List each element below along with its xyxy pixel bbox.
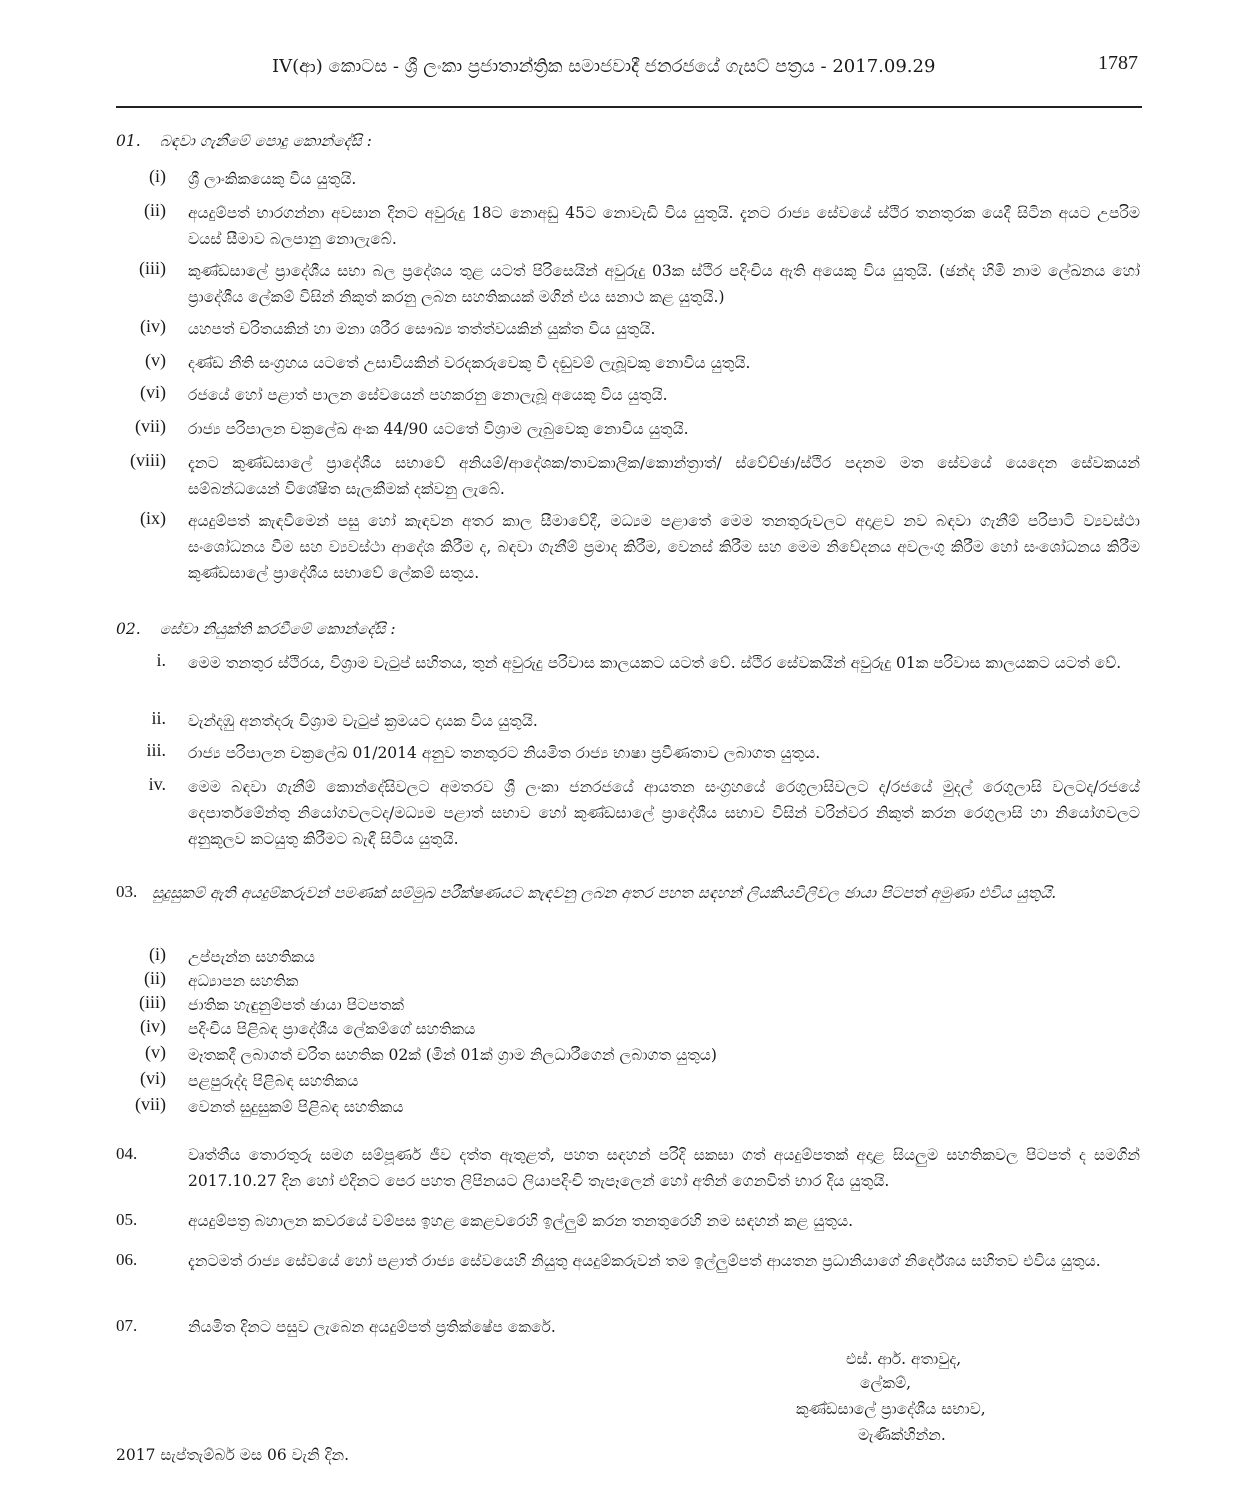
section-6-text: දැනටමත් රාජ්‍ය සේවයේ හෝ පළාත් රාජ්‍ය සේවයෙහි නියුතු අයදුම්කරුවන් තම ඉල්ලුම්පත් ආයතන ප්‍රධානියාගේ නිර්දේශය සහිතව එවිය යුතුය. bbox=[188, 1252, 1101, 1270]
list-item-number: (i) bbox=[149, 166, 166, 186]
list-item-text: රාජ්‍ය පරිපාලන චක්‍රලේඛ 01/2014 අනුව තනතුරට නියමිත රාජ්‍ය භාෂා ප්‍රවීණතාව ලබාගත යුතුය. bbox=[188, 744, 821, 762]
section-1-heading bbox=[116, 128, 372, 154]
signatory-location: මැණික්හින්න. bbox=[858, 1426, 946, 1444]
section-5-number: 05. bbox=[116, 1210, 138, 1229]
list-item-text: පළපුරුද්ද පිළිබඳ සහතිකය bbox=[188, 1072, 359, 1090]
list-item-text: යහපත් චරිතයකින් හා මනා ශරීර සෞඛ්‍ය තත්ත්වයකින් යුක්ත විය යුතුයි. bbox=[188, 320, 656, 338]
section-6-number: 06. bbox=[116, 1250, 138, 1269]
list-item-number: (viii) bbox=[130, 450, 166, 470]
list-item-text: උප්පැන්න සහතිකය bbox=[188, 948, 315, 966]
list-item-text: රාජ්‍ය පරිපාලන චක්‍රලේඛ අංක 44/90 යටතේ විශ්‍රාම ලැබුවෙකු නොවිය යුතුයි. bbox=[188, 420, 689, 438]
section-4-number: 04. bbox=[116, 1144, 138, 1163]
page-number: 1787 bbox=[1098, 52, 1138, 74]
list-item-text: මෙම තනතුර ස්ථිරය, විශ්‍රාම වැටුප් සහිතය, තුන් අවුරුදු පරිවාස කාලයකට යටත් වේ. ස්ථිර සේවකයින් අවුරුදු 01ක පරිවාස කාලයකට යටත් වේ. bbox=[188, 654, 1122, 672]
list-item-text: ශ්‍රී ලාංකිකයෙකු විය යුතුයි. bbox=[188, 170, 357, 188]
list-item-text: දණ්ඩ නීති සංග්‍රහය යටතේ උසාවියකින් වරදකරුවෙකු වී දඬුවම් ලැබූවකු නොවිය යුතුයි. bbox=[188, 354, 751, 372]
list-item-number: (ix) bbox=[140, 508, 166, 528]
section-5-text: අයදුම්පත්‍ර බහාලන කවරයේ වම්පස ඉහළ කෙළවරෙහි ඉල්ලුම් කරන තනතුරෙහි නම සඳහන් කළ යුතුය. bbox=[188, 1212, 854, 1230]
list-item-text: රජයේ හෝ පළාත් පාලන සේවයෙන් පහකරනු නොලැබූ අයෙකු විය යුතුයි. bbox=[188, 386, 668, 404]
section-2-title: සේවා නියුක්ති කරවීමේ කොන්දේසි : bbox=[159, 620, 396, 638]
section-3-heading: සුදුසුකම් ඇති අයදුම්කරුවන් පමණක් සම්මුඛ පරීක්ෂණයට කැඳවනු ලබන අතර පහත සඳහන් ලියකියවිලිවල ඡායා පිටපත් අමුණා එවිය යුතුයි. bbox=[152, 884, 1057, 902]
list-item-number: (v) bbox=[145, 350, 166, 370]
list-item-number: (iv) bbox=[140, 1016, 166, 1036]
list-item-text: පදිංචිය පිළිබඳ ප්‍රාදේශීය ලේකම්ගේ සහතිකය bbox=[188, 1020, 476, 1038]
list-item-text: දැනට කුණ්ඩසාලේ ප්‍රාදේශීය සභාවේ අනියම්/ආදේශක/තාවකාලික/කොන්ත්‍රාත්/ ස්වේච්ඡා/ස්ථිර පදනම මත සේවයේ යෙදෙන සේවකයන් සම්බන්ධයෙන් විශේෂිත සැලකීමක් දක්වනු ලැබේ. bbox=[188, 454, 1140, 498]
notice-date: 2017 සැප්තැම්බර් මස 06 වැනි දින. bbox=[116, 1446, 350, 1464]
list-item-text: අයදුම්පත් කැඳවීමෙන් පසු හෝ කැඳවන අතර කාල සීමාවේදී, මධ්‍යම පළාතේ මෙම තනතුරුවලට අදාළව නව බඳවා ගැනීම් පරිපාටි ව්‍යවස්ථා සංශෝධනය වීම සහ ව්‍යවස්ථා ආදේශ කිරීම ද, බඳවා ගැනීම් ප්‍රමාද කිරීම, වෙනස් කිරීම සහ මෙම නිවේදනය අවලංගු කිරීම හෝ සංශෝධනය කිරීම කුණ්ඩසාලේ ප්‍රාදේශීය සභාවේ ලේකම් සතුය. bbox=[188, 512, 1140, 582]
list-item-number: (vii) bbox=[135, 1094, 166, 1114]
list-item-text: ජාතික හැඳුනුම්පත් ඡායා පිටපතක් bbox=[188, 996, 404, 1014]
list-item-number: (ii) bbox=[144, 200, 166, 220]
section-7-number: 07. bbox=[116, 1316, 138, 1335]
section-2-number: 02. bbox=[116, 620, 141, 638]
list-item-number: i. bbox=[156, 650, 166, 670]
section-2-heading bbox=[116, 616, 396, 642]
section-3-number: 03. bbox=[116, 882, 138, 901]
list-item-number: (iii) bbox=[139, 258, 166, 278]
section-1-number: 01. bbox=[116, 132, 141, 150]
list-item-text: අයදුම්පත් භාරගන්නා අවසාන දිනට අවුරුදු 18ට නොඅඩු 45ට නොවැඩි විය යුතුයි. දැනට රාජ්‍ය සේවයේ ස්ථිර තනතුරක යෙදී සිටින අයට උපරිම වයස් සීමාව බලපානු නොලැබේ. bbox=[188, 204, 1140, 248]
list-item-text: වෙනත් සුදුසුකම් පිළිබඳ සහතිකය bbox=[188, 1098, 404, 1116]
signatory-name: එස්. ආර්. අතාවුද, bbox=[846, 1350, 962, 1368]
list-item-text: මෙම බඳවා ගැනීම් කොන්දේසිවලට අමතරව ශ්‍රී ලංකා ජනරජයේ ආයතන සංග්‍රහයේ රෙගුලාසිවලට ද/රජයේ මුදල් රෙගුලාසි වලටද/රජයේ දෙපාර්තමේන්තු නියෝගවලටද/මධ්‍යම පළාත් සභාව හෝ කුණ්ඩසාලේ ප්‍රාදේශීය සභාව විසින් වරින්වර නිකුත් කරන රෙගුලාසි හා නියෝගවලට අනුකූලව කටයුතු කිරීමට බැඳී සිටිය යුතුයි. bbox=[188, 778, 1140, 848]
list-item-number: (v) bbox=[145, 1042, 166, 1062]
list-item-number: (vi) bbox=[140, 1068, 166, 1088]
list-item-text: අධ්‍යාපන සහතික bbox=[188, 972, 299, 990]
list-item-number: iii. bbox=[146, 740, 166, 760]
list-item-number: (iv) bbox=[140, 316, 166, 336]
list-item-number: iv. bbox=[148, 774, 166, 794]
page-header-title: IV(ආ) කොටස - ශ්‍රී ලංකා ප්‍රජාතාන්ත්‍රික සමාජවාදී ජනරජයේ ගැසට් පත්‍රය - 2017.09.29 bbox=[272, 56, 936, 77]
list-item-text: වැන්දඹු අනත්දරු විශ්‍රාම වැටුප් ක්‍රමයට දායක විය යුතුයි. bbox=[188, 712, 538, 730]
list-item-number: (vi) bbox=[140, 382, 166, 402]
list-item-number: (i) bbox=[149, 944, 166, 964]
header-divider bbox=[116, 106, 1142, 108]
section-1-title: බඳවා ගැනීමේ පොදු කොන්දේසි : bbox=[159, 132, 372, 150]
signatory-title: ලේකම්, bbox=[860, 1374, 912, 1392]
section-4-text: වෘත්තීය තොරතුරු සමග සම්පූර්ණ ජීව දත්ත ඇතුළත්, පහත සඳහන් පරිදි සකසා ගත් අයදුම්පතක් අදාළ සියලුම සහතිකවල පිටපත් ද සමගින් 2017.10.27 දින හෝ එදිනට පෙර පහත ලිපිනයට ලියාපදිංචි තැපෑලෙන් හෝ අතින් ගෙනවිත් භාර දිය යුතුයි. bbox=[188, 1146, 1140, 1190]
list-item-text: කුණ්ඩසාලේ ප්‍රාදේශීය සභා බල ප්‍රදේශය තුළ යටත් පිරිසෙයින් අවුරුදු 03ක ස්ථිර පදිංචිය ඇති අයෙකු විය යුතුයි. (ඡන්ද හිමි නාම ලේඛනය හෝ ප්‍රාදේශීය ලේකම් විසින් නිකුත් කරනු ලබන සහතිකයක් මගින් එය සනාථ කළ යුතුයි.) bbox=[188, 262, 1140, 306]
list-item-number: (ii) bbox=[144, 968, 166, 988]
section-7-text: නියමිත දිනට පසුව ලැබෙන අයදුම්පත් ප්‍රතික්ෂේප කෙරේ. bbox=[188, 1318, 556, 1336]
list-item-number: ii. bbox=[151, 708, 166, 728]
list-item-text: මෑතකදී ලබාගත් චරිත සහතික 02ක් (මින් 01ක් ග්‍රාම නිලධාරීගෙන් ලබාගත යුතුය) bbox=[188, 1046, 717, 1064]
list-item-number: (iii) bbox=[139, 992, 166, 1012]
list-item-number: (vii) bbox=[135, 416, 166, 436]
signatory-office: කුණ්ඩසාලේ ප්‍රාදේශීය සභාව, bbox=[796, 1400, 986, 1418]
